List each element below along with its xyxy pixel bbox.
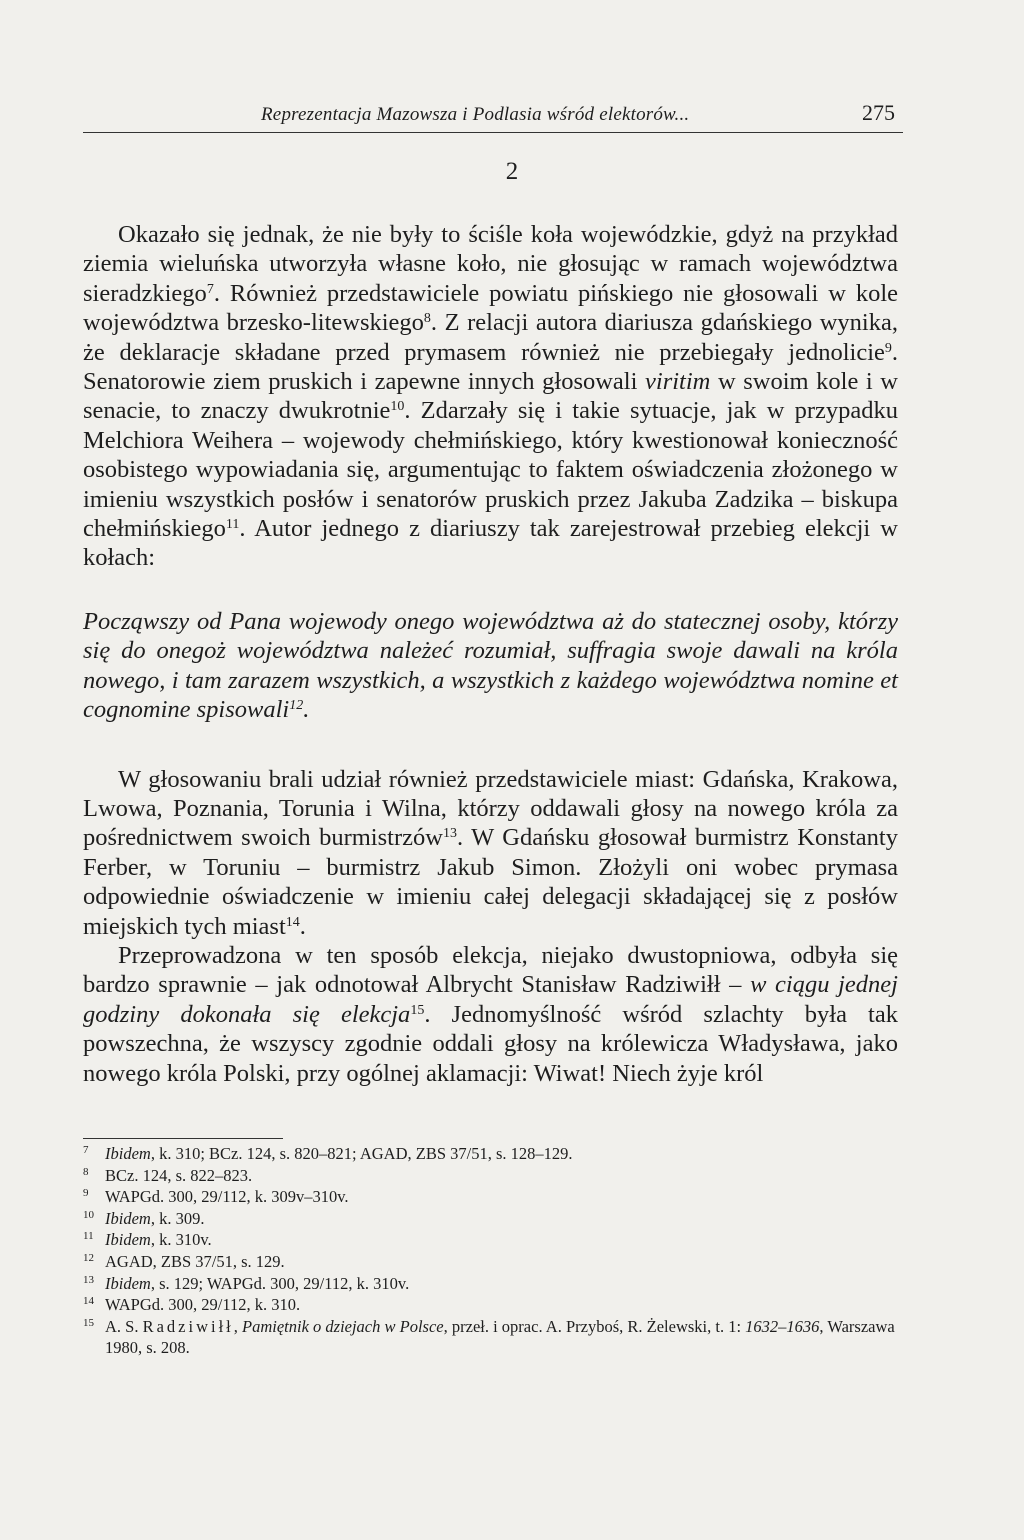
footnote-13: 13 Ibidem, s. 129; WAPGd. 300, 29/112, k. 310v. — [83, 1273, 410, 1293]
block-quote: Począwszy od Pana wojewody onego województwa aż do statecznej osoby, którzy się do onegoż województwa należeć rozumiał, suffragia swoje dawali na króla nowego, i tam zarazem wszystkich, a wszystkich z każdego województwa nomine et cognomine spisowali$^{12}$. — [83, 607, 898, 724]
footnote-ref: 12 — [289, 698, 304, 714]
footnote-15: 15 A. S. Radziwiłł, Pamiętnik o dziejach w Polsce, przeł. i oprac. A. Przyboś, R. Żelewski, t. 1: 1632–1636, Warszawa 1980, s. 208. — [83, 1316, 895, 1358]
footnote-ref: 9 — [884, 340, 892, 356]
paragraph-2: W głosowaniu brali udział również przedstawiciele miast: Gdańska, Krakowa, Lwowa, Poznania, Torunia i Wilna, którzy oddawali głosy na nowego króla za pośrednictwem swoich burmistrzów$^{13}$. W Gdańsku głosował burmistrz Konstanty Ferber, w Toruniu – burmistrz Jakub Simon. Złożyli oni wobec prymasa odpowiednie oświadczenie w imieniu całej delegacji składającej się z posłów miejskich tych miast$^{14}$. — [83, 765, 898, 940]
footnote-14: 14 WAPGd. 300, 29/112, k. 310. — [83, 1295, 301, 1315]
running-header — [83, 100, 903, 133]
footnote-ref: 8 — [423, 311, 431, 327]
footnote-7: 7 Ibidem, k. 310; BCz. 124, s. 820–821; AGAD, ZBS 37/51, s. 128–129. — [83, 1144, 573, 1163]
body-text — [83, 220, 898, 1088]
footnotes — [83, 1143, 903, 1359]
footnote-12: 12 AGAD, ZBS 37/51, s. 129. — [83, 1251, 285, 1271]
footnote-ref: 14 — [285, 914, 300, 930]
footnote-ref: 11 — [225, 517, 240, 533]
running-title: Reprezentacja Mazowsza i Podlasia wśród elektorów... — [261, 104, 690, 125]
paragraph-3: Przeprowadzona w ten sposób elekcja, niejako dwustopniowa, odbyła się bardzo sprawnie – jak odnotował Albrycht Stanisław Radziwiłł – w ciągu jednej godziny dokonała się elekcja$^{15}$. Jednomyślność wśród szlachty była tak powszechna, że wszyscy zgodnie oddali głosy na królewicza Władysława, jako nowego króla Polski, przy ogólnej aklamacji: Wiwat! Niech żyje król — [83, 941, 898, 1087]
footnote-10: 10 Ibidem, k. 309. — [83, 1208, 205, 1228]
footnote-11: 11 Ibidem, k. 310v. — [83, 1230, 212, 1250]
footnote-ref: 13 — [442, 826, 457, 842]
section-number: 2 — [505, 158, 519, 185]
page-number: 275 — [862, 100, 895, 125]
footnote-ref: 15 — [410, 1002, 425, 1018]
footnote-ref: 10 — [390, 399, 405, 415]
footnote-9: 9 WAPGd. 300, 29/112, k. 309v–310v. — [83, 1187, 349, 1207]
paragraph-1: Okazało się jednak, że nie były to ściśle koła wojewódzkie, gdyż na przykład ziemia wieluńska utworzyła własne koło, nie głosując w ramach województwa sieradzkiego$^7$. Również przedstawiciele powiatu pińskiego nie głosowali w kole województwa brzesko-litewskiego$^8$. Z relacji autora diariusza gdańskiego wynika, że deklaracje składane przed prymasem również nie przebiegały jednolicie$^9$. Senatorowie ziem pruskich i zapewne innych głosowali viritim w swoim kole i w senacie, to znaczy dwukrotnie$^{10}$. Zdarzały się i takie sytuacje, jak w przypadku Melchiora Weihera – wojewody chełmińskiego, który kwestionował konieczność osobistego wypowiadania się, argumentując to faktem oświadczenia złożonego w imieniu wszystkich posłów i senatorów pruskich przez Jakuba Zadzika – biskupa chełmińskiego$^{11}$. Autor jednego z diariuszy tak zarejestrował przebieg elekcji w kołach: — [83, 221, 899, 572]
footnote-divider — [83, 1138, 283, 1139]
footnote-8: 8 BCz. 124, s. 822–823. — [83, 1165, 253, 1185]
footnote-ref: 7 — [206, 281, 214, 297]
